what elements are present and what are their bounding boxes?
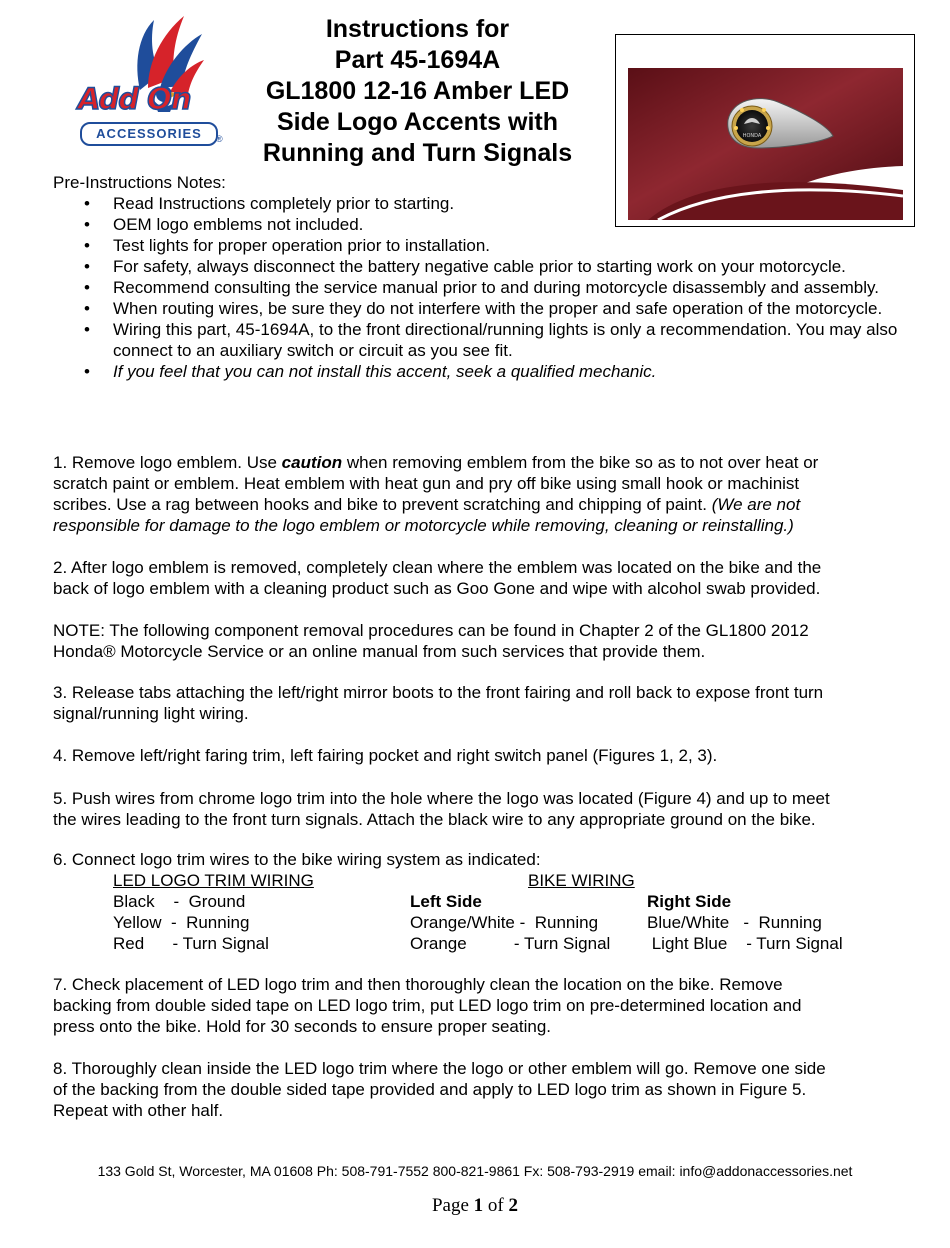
pre-instructions-heading: Pre-Instructions Notes: [53,173,226,192]
step-text: when removing emblem from the bike so as to not over heat or [342,453,819,472]
page-total: 2 [508,1195,518,1216]
bullet: • [84,320,90,339]
step-text: 3. Release tabs attaching the left/right mirror boots to the front fairing and roll back to expose front turn [53,683,824,702]
list-item [53,256,913,277]
disclaimer-text: (We are not [711,495,801,514]
step-text: 8. Thoroughly clean inside the LED logo trim where the logo or other emblem will go. Remove one side [53,1059,826,1078]
list-item [53,277,913,298]
company-logo [74,4,226,150]
note-paragraph [53,620,913,662]
logo-wordmark: Add On [78,82,191,116]
title-line: Side Logo Accents with [276,108,559,136]
led-wire-row: Black - Ground [113,892,246,911]
page-label: Page [431,1195,474,1216]
list-item-text: Read Instructions completely prior to starting. [113,194,455,213]
list-item-text: When routing wires, be sure they do not interfere with the proper and safe operation of the motorcycle. [113,299,883,318]
bullet: • [84,194,90,213]
page-number [0,1195,950,1217]
step-text: back of logo emblem with a cleaning product such as Goo Gone and wipe with alcohol swab provided. [53,579,821,598]
step-text: scratch paint or emblem. Heat emblem with heat gun and pry off bike using small hook or machinist [53,474,800,493]
step-text: Repeat with other half. [53,1101,224,1120]
step-text: 1. Remove logo emblem. Use [53,453,282,472]
pre-instructions-list [53,193,913,382]
list-item-text: Test lights for proper operation prior to installation. [113,236,491,255]
bullet: • [84,299,90,318]
left-side-header: Left Side [410,892,482,911]
step-4 [53,745,913,766]
bike-wiring-header: BIKE WIRING [528,871,635,890]
step-7 [53,974,913,1037]
step-6 [53,849,913,870]
step-text: 2. After logo emblem is removed, completely clean where the emblem was located on the bike and the [53,558,822,577]
step-5 [53,788,913,830]
title-line: GL1800 12-16 Amber LED [265,77,570,105]
led-wire-row: Yellow - Running [113,913,250,932]
led-wiring-header: LED LOGO TRIM WIRING [113,871,314,890]
bullet: • [84,278,90,297]
step-text: backing from double sided tape on LED logo trim, put LED logo trim on pre-determined location and [53,996,802,1015]
step-1 [53,452,913,536]
step-text: 7. Check placement of LED logo trim and then thoroughly clean the location on the bike. Remove [53,975,783,994]
list-item-text: For safety, always disconnect the battery negative cable prior to starting work on your motorcycle. [113,257,846,276]
list-item-italic [53,361,913,382]
list-item-text: If you feel that you can not install this accent, seek a qualified mechanic. [113,362,657,381]
step-text: press onto the bike. Hold for 30 seconds to ensure proper seating. [53,1017,552,1036]
led-wire-row: Red - Turn Signal [113,934,269,953]
right-side-header: Right Side [647,892,732,911]
bullet: • [84,236,90,255]
step-2 [53,557,913,599]
list-item [53,193,913,214]
contact-footer: 133 Gold St, Worcester, MA 01608 Ph: 508-791-7552 800-821-9861 Fx: 508-793-2919 email: info@addonaccessories.net [97,1163,853,1179]
caution-emphasis: caution [281,453,343,472]
step-text: scribes. Use a rag between hooks and bike to prevent scratching and chipping of paint. [53,495,712,514]
step-text: of the backing from the double sided tape provided and apply to LED logo trim as shown in Figure 5. [53,1080,807,1099]
page-of: of [483,1195,509,1216]
right-wire-row: Light Blue - Turn Signal [647,934,843,953]
list-item [53,235,913,256]
step-text: 4. Remove left/right faring trim, left fairing pocket and right switch panel (Figures 1, 2, 3). [53,746,718,765]
emblem-text: HONDA [742,133,762,139]
list-item-text: Recommend consulting the service manual prior to and during motorcycle disassembly and assembly. [113,278,879,297]
list-item [53,214,913,235]
wiring-table [53,870,913,954]
left-wire-row: Orange/White - Running [410,913,599,932]
note-text: Honda® Motorcycle Service or an online manual from such services that provide them. [53,642,706,661]
title-line: Part 45-1694A [334,46,501,74]
list-item [53,319,913,361]
step-8 [53,1058,913,1121]
list-item [53,298,913,319]
logo-accessories-badge: ACCESSORIES [80,122,218,146]
bullet: • [84,362,90,381]
disclaimer-text: responsible for damage to the logo emblem or motorcycle while removing, cleaning or reinstalling.) [53,516,794,535]
step-3 [53,682,913,724]
page-current: 1 [473,1195,484,1216]
title-line: Running and Turn Signals [262,139,573,167]
list-item-text: OEM logo emblems not included. [113,215,364,234]
bullet: • [84,257,90,276]
title-line: Instructions for [325,15,510,43]
left-wire-row: Orange - Turn Signal [410,934,611,953]
logo-registered-mark: ® [216,134,223,144]
step-text: 5. Push wires from chrome logo trim into the hole where the logo was located (Figure 4) and up to meet [53,789,830,808]
bullet: • [84,215,90,234]
note-text: NOTE: The following component removal procedures can be found in Chapter 2 of the GL1800 2012 [53,621,809,640]
step-text: the wires leading to the front turn signals. Attach the black wire to any appropriate ground on the bike. [53,810,816,829]
list-item-text: Wiring this part, 45-1694A, to the front directional/running lights is only a recommendation. You may also connect to an auxiliary switch or circuit as you see fit. [113,320,898,360]
step-text: signal/running light wiring. [53,704,249,723]
right-wire-row: Blue/White - Running [647,913,822,932]
document-title [230,14,605,169]
step-text: 6. Connect logo trim wires to the bike wiring system as indicated: [53,850,541,869]
